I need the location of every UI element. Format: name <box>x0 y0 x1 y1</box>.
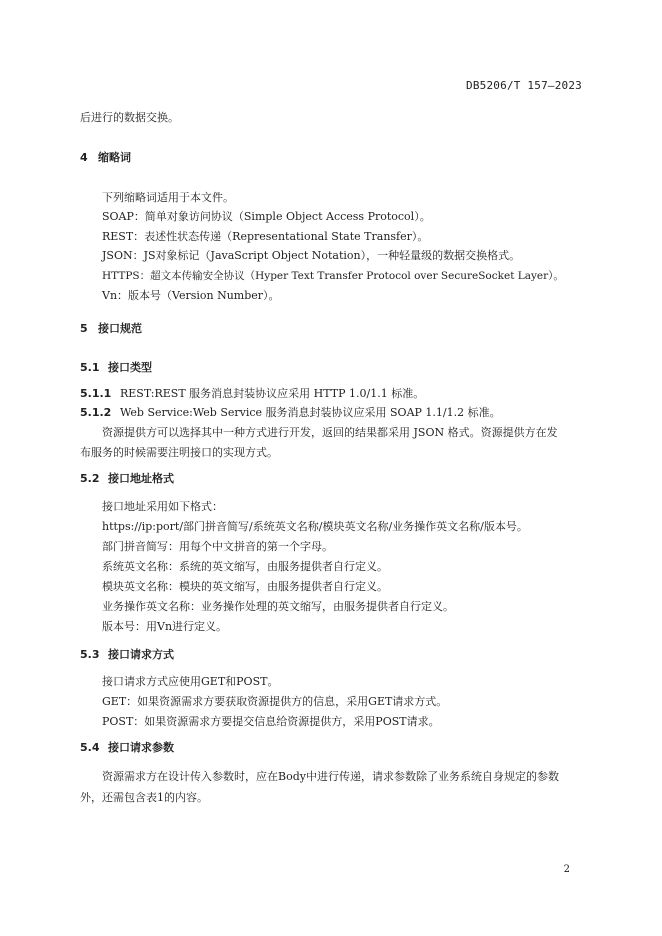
section-5-4-number: 5.4 <box>80 741 100 754</box>
section-5-3-heading <box>80 648 174 662</box>
sec53-line: 接口请求方式应使用GET和POST。 <box>102 675 279 688</box>
sec54-paragraph-line: 外，还需包含表1的内容。 <box>80 791 208 804</box>
sec52-line: 模块英文名称：模块的英文缩写，由服务提供者自行定义。 <box>102 580 388 593</box>
item-5-1-2-text: Web Service:Web Service 服务消息封装协议应采用 SOAP 1.1/1.2 标准。 <box>120 406 501 419</box>
section-5-2-number: 5.2 <box>80 472 100 485</box>
section-5-3-number: 5.3 <box>80 648 100 661</box>
section-4-title: 缩略词 <box>98 151 131 164</box>
section-5-1-number: 5.1 <box>80 361 100 374</box>
sec54-paragraph-line: 资源需求方在设计传入参数时，应在Body中进行传递，请求参数除了业务系统自身规定的参数 <box>102 770 559 783</box>
sec52-line: 接口地址采用如下格式： <box>102 500 223 513</box>
item-5-1-2 <box>80 406 501 420</box>
section-5-number: 5 <box>80 322 88 335</box>
sec53-line: POST：如果资源需求方要提交信息给资源提供方，采用POST请求。 <box>102 715 440 728</box>
section-5-3-title: 接口请求方式 <box>108 648 174 661</box>
sec52-line: https://ip:port/部门拼音简写/系统英文名称/模块英文名称/业务操作英文名称/版本号。 <box>102 520 528 533</box>
section-4-heading <box>80 151 131 165</box>
item-5-1-1 <box>80 387 424 401</box>
sec4-line: JSON：JS对象标记（JavaScript Object Notation），一种轻量级的数据交换格式。 <box>102 249 521 262</box>
sec52-line: 系统英文名称：系统的英文缩写，由服务提供者自行定义。 <box>102 560 388 573</box>
item-5-1-1-number: 5.1.1 <box>80 387 112 400</box>
sec51-paragraph-line: 布服务的时候需要注明接口的实现方式。 <box>80 446 278 459</box>
section-5-4-title: 接口请求参数 <box>108 741 174 754</box>
item-5-1-2-number: 5.1.2 <box>80 406 112 419</box>
sec4-line: Vn：版本号（Version Number）。 <box>102 289 280 302</box>
sec4-line: 下列缩略词适用于本文件。 <box>102 191 234 204</box>
page-number: 2 <box>563 864 570 875</box>
section-4-number: 4 <box>80 151 88 164</box>
sec4-line: REST：表述性状态传递（Representational State Transfer）。 <box>102 230 429 243</box>
section-5-2-heading <box>80 472 174 486</box>
intro-line: 后进行的数据交换。 <box>80 111 179 124</box>
section-5-title: 接口规范 <box>98 322 142 335</box>
section-5-heading <box>80 322 142 336</box>
sec52-line: 业务操作英文名称：业务操作处理的英文缩写，由服务提供者自行定义。 <box>102 600 454 613</box>
sec4-line: SOAP：简单对象访问协议（Simple Object Access Protocol）。 <box>102 210 431 223</box>
section-5-4-heading <box>80 741 174 755</box>
section-5-1-heading <box>80 361 152 375</box>
sec4-line: HTTPS：超文本传输安全协议（Hyper Text Transfer Protocol over SecureSocket Layer）。 <box>102 270 564 282</box>
document-id: DB5206/T 157—2023 <box>466 79 582 92</box>
item-5-1-1-text: REST:REST 服务消息封装协议应采用 HTTP 1.0/1.1 标准。 <box>120 387 425 400</box>
sec52-line: 版本号：用Vn进行定义。 <box>102 620 228 633</box>
sec51-paragraph-line: 资源提供方可以选择其中一种方式进行开发，返回的结果都采用 JSON 格式。资源提供方在发 <box>102 426 558 439</box>
section-5-1-title: 接口类型 <box>108 361 152 374</box>
sec52-line: 部门拼音简写：用每个中文拼音的第一个字母。 <box>102 540 333 553</box>
section-5-2-title: 接口地址格式 <box>108 472 174 485</box>
sec53-line: GET：如果资源需求方要获取资源提供方的信息，采用GET请求方式。 <box>102 695 448 708</box>
